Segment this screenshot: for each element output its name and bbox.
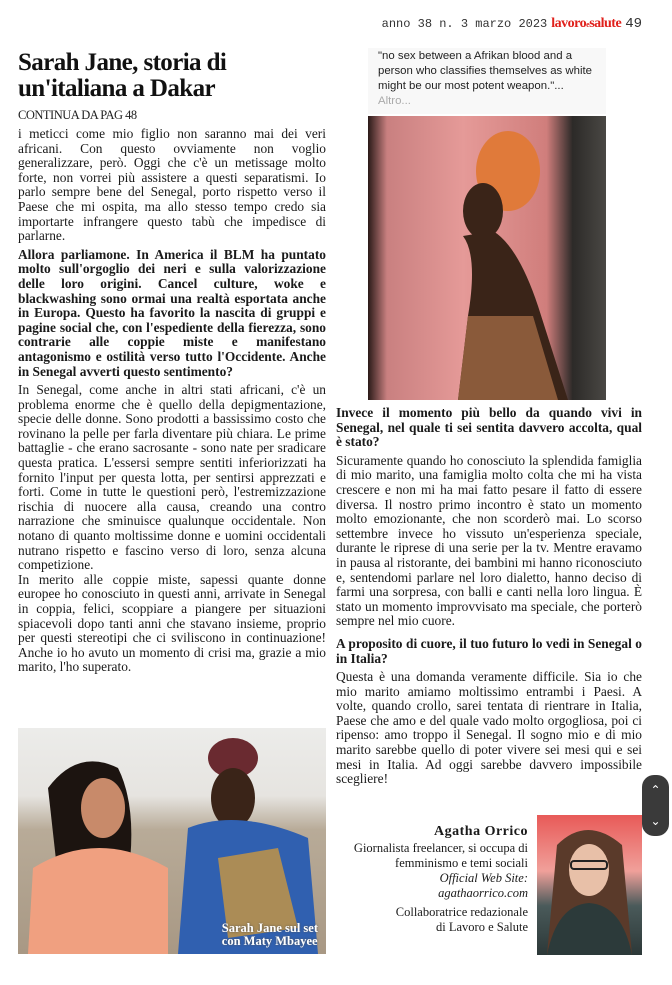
paragraph: i meticci come mio figlio non saranno mai dei veri africani. Con questo ovviamente non voglio generalizzare, però. Oggi che c'è un metissage molto forte, non vorrei più assistere a questi separatismi. Io parlo sempre bene del Senegal, porto rispetto verso il Paese che mi ospita, ma allo stesso tempo credo sia importarte infrangere questo tabù che impedisce di parlarne. bbox=[18, 126, 326, 244]
paragraph: In merito alle coppie miste, sapessi quante donne europee ho conosciuto in questi anni, arrivate in Senegal in coppia, felici, scoppiare a piangere per situazioni spiacevoli dopo tanti anni che stavano insieme, proprio per questi stereotipi che ci sviliscono in continuazione! Anche io ho avuto un momento di crisi ma, grazie a mio marito, l'ho superato. bbox=[18, 571, 326, 675]
author-role: Collaboratrice redazionale bbox=[395, 905, 528, 919]
site-label: Official Web Site: bbox=[439, 871, 528, 885]
page-header bbox=[382, 16, 642, 32]
question: Allora parliamone. In America il BLM ha puntato molto sull'orgoglio dei neri e sulla valorizzazione delle loro origini. Cancel culture, woke e blackwashing sono ormai una realtà esportata anche in Europa. Questo ha favorito la nascita di gruppi e pagine social che, con l'espediente della fierezza, sono contrarie alle coppie miste e manifestano antagonismo e ostilità verso tutto l'Occidente. Anche in Senegal avverti questo sentimento? bbox=[18, 246, 326, 379]
author-bio: femminismo e temi sociali bbox=[395, 856, 528, 870]
author-website-link[interactable]: agathaorrico.com bbox=[438, 886, 528, 900]
author-bio: Giornalista freelancer, si occupa di bbox=[353, 841, 528, 855]
paragraph: Questa è una domanda veramente difficile. Sia io che mio marito amiamo moltissimo entrambi i Paesi. A volte, quando crollo, sarei tentata di rientrare in Italia, Paese che amo e del quale vado molto orgogliosa, poi ci ripenso: amo troppo il Senegal. Il sogno mio e di mio marito sarebbe quello di poter vivere sei mesi qui e sei mesi in Italia. Ad oggi sarebbe davvero impossibile scegliere! bbox=[336, 669, 642, 787]
left-column bbox=[18, 127, 326, 679]
issue-info: anno 38 n. 3 marzo 2023 bbox=[381, 17, 548, 31]
portrait-photo bbox=[368, 116, 606, 400]
article-title: Sarah Jane, storia di un'italiana a Dakar bbox=[18, 49, 227, 102]
author-box bbox=[340, 824, 528, 935]
social-quote bbox=[368, 48, 606, 114]
quote-text: "no sex between a Afrikan blood and a person who classifies themselves as white might be our most potent weapon."... bbox=[378, 50, 592, 92]
author-portrait-image bbox=[537, 815, 642, 955]
paragraph: Sicuramente quando ho conosciuto la splendida famiglia di mio marito, una famiglia molto colta che mi ha vista crescere e non mi ha mai fatto pesare il fatto di essere diversa. Il nostro primo incontro è stato un momento molto emozionante, che non scorderò mai. Lo scorso settembre invece ho vissuto un'esperienza speciale, durante le riprese di una serie per la tv. Mentre eravamo in pausa al ristorante, dei bambini mi hanno riconosciuto e, sentendomi parlare nel loro dialetto, hanno deciso di farmi una sorpresa, con balli e canti nella loro lingua. È stato un momento improvvisato ma speciale, che porterò sempre nel mio cuore. bbox=[336, 452, 642, 629]
author-photo bbox=[537, 815, 642, 955]
page-scroll-control[interactable] bbox=[642, 775, 669, 836]
photo-caption: Sarah Jane sul set con Maty Mbayee bbox=[221, 921, 318, 948]
set-photo bbox=[18, 728, 326, 954]
author-name: Agatha Orrico bbox=[434, 824, 528, 839]
more-link[interactable]: Altro... bbox=[378, 95, 411, 107]
woman-in-orange-headwrap-image bbox=[368, 116, 606, 400]
chevron-down-icon[interactable]: ⌄ bbox=[650, 813, 661, 828]
paragraph: In Senegal, come anche in altri stati africani, c'è un problema enorme che è quello della depigmentazione, specie delle donne. Sono prodotti a bassissimo costo che rovinano la pelle per farla diventare più chiara. Le prime battaglie - che erano sacrosante - sono nate per sradicare questa pratica. L'essersi sempre sentiti inferiorizzati ha fornito l'input per questa lotta, per sentirsi apprezzati e forti. Come in tutte le questioni però, l'estremizzazione rischia di nuocere alla causa, creando una contro narrazione che sminuisce qualunque occidentale. Non notano di quanto moltissime donne e uomini occidentali nutrano rispetto e fascino verso di loro, senza alcuna competizione. bbox=[18, 382, 326, 573]
author-role: di Lavoro e Salute bbox=[436, 920, 528, 934]
right-column bbox=[336, 406, 642, 791]
chevron-up-icon[interactable]: ⌃ bbox=[650, 783, 661, 798]
page-number: 49 bbox=[625, 16, 642, 32]
question: A proposito di cuore, il tuo futuro lo vedi in Senegal o in Italia? bbox=[336, 635, 642, 666]
magazine-logo: lavoroesalute bbox=[551, 16, 622, 31]
continued-from: CONTINUA DA PAG 48 bbox=[18, 108, 137, 122]
question: Invece il momento più bello da quando vivi in Senegal, nel quale ti sei sentita davvero accolta, qual è stato? bbox=[336, 405, 642, 450]
